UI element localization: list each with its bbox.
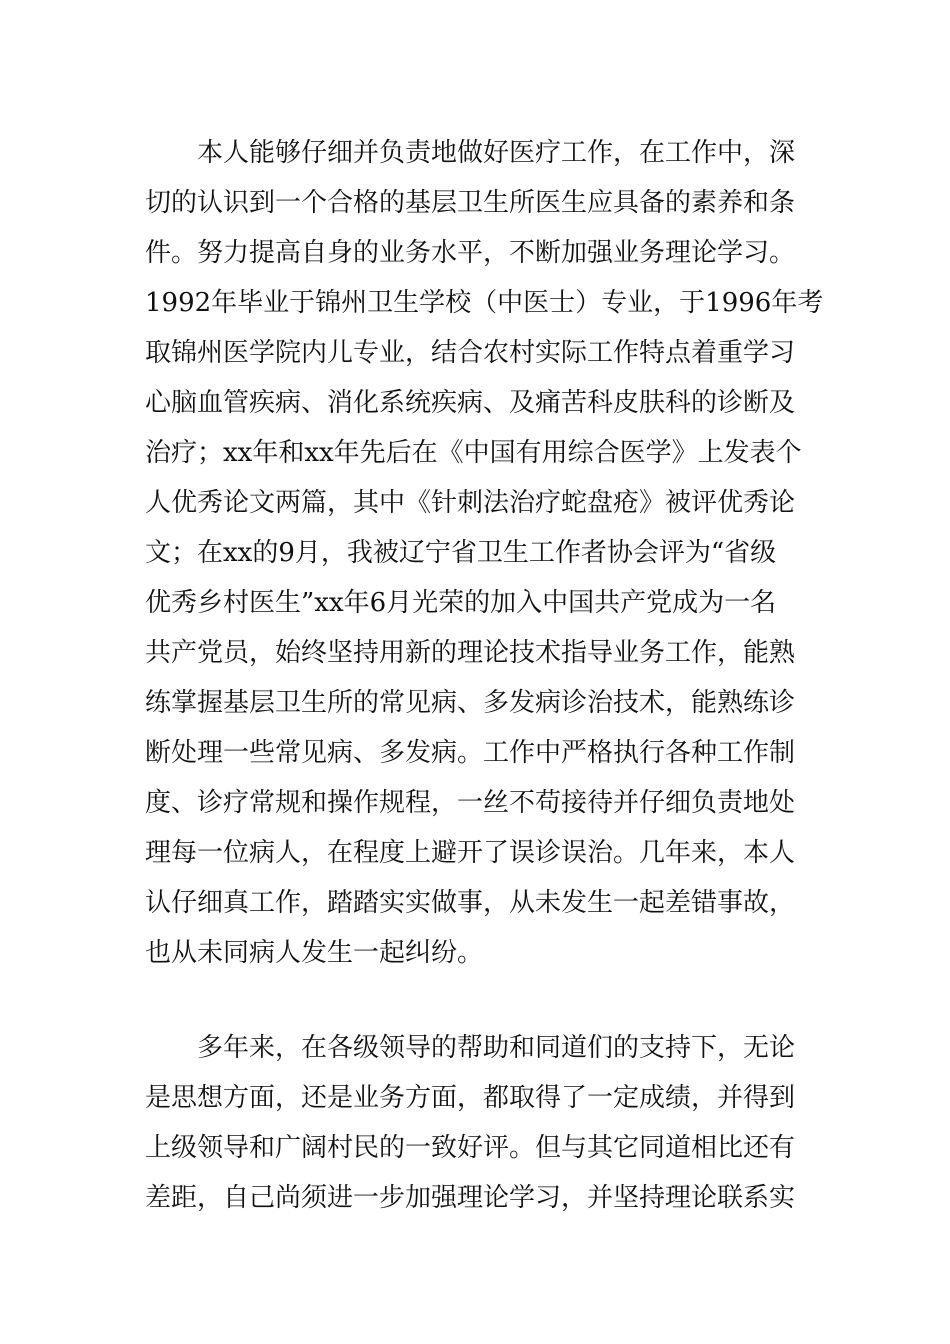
text-line: 练掌握基层卫生所的常见病、多发病诊治技术，能熟练诊	[145, 688, 796, 718]
text-line: 是思想方面，还是业务方面，都取得了一定成绩，并得到	[145, 1083, 796, 1113]
text-line: 多年来，在各级领导的帮助和同道们的支持下，无论	[145, 1033, 796, 1063]
text-line: 件。努力提高自身的业务水平，不断加强业务理论学习。	[145, 238, 796, 268]
text-line: 度、诊疗常规和操作规程，一丝不苟接待并仔细负责地处	[145, 788, 796, 818]
text-line: 优秀乡村医生”xx年6月光荣的加入中国共产党成为一名	[145, 588, 777, 618]
text-line: 差距，自己尚须进一步加强理论学习，并坚持理论联系实	[145, 1183, 796, 1213]
text-line: 文；在xx的9月，我被辽宁省卫生工作者协会评为“省级	[145, 538, 777, 568]
text-line: 1992年毕业于锦州卫生学校（中医士）专业，于1996年考	[145, 288, 824, 318]
text-line: 断处理一些常见病、多发病。工作中严格执行各种工作制	[145, 738, 796, 768]
text-line: 治疗；xx年和xx年先后在《中国有用综合医学》上发表个	[145, 438, 802, 468]
text-line: 认仔细真工作，踏踏实实做事，从未发生一起差错事故，	[145, 888, 796, 918]
text-line: 上级领导和广阔村民的一致好评。但与其它同道相比还有	[145, 1133, 796, 1163]
text-line: 人优秀论文两篇，其中《针刺法治疗蛇盘疮》被评优秀论	[145, 488, 796, 518]
text-line: 切的认识到一个合格的基层卫生所医生应具备的素养和条	[145, 188, 796, 218]
paragraph-work-summary	[145, 128, 824, 978]
text-line: 理每一位病人，在程度上避开了误诊误治。几年来，本人	[145, 838, 796, 868]
text-line: 共产党员，始终坚持用新的理论技术指导业务工作，能熟	[145, 638, 796, 668]
paragraph-achievements	[145, 1023, 810, 1223]
text-line: 本人能够仔细并负责地做好医疗工作，在工作中，深	[145, 138, 796, 168]
text-line: 心脑血管疾病、消化系统疾病、及痛苦科皮肤科的诊断及	[145, 388, 796, 418]
text-line: 也从未同病人发生一起纠纷。	[145, 938, 484, 968]
text-line: 取锦州医学院内儿专业，结合农村实际工作特点着重学习	[145, 338, 796, 368]
